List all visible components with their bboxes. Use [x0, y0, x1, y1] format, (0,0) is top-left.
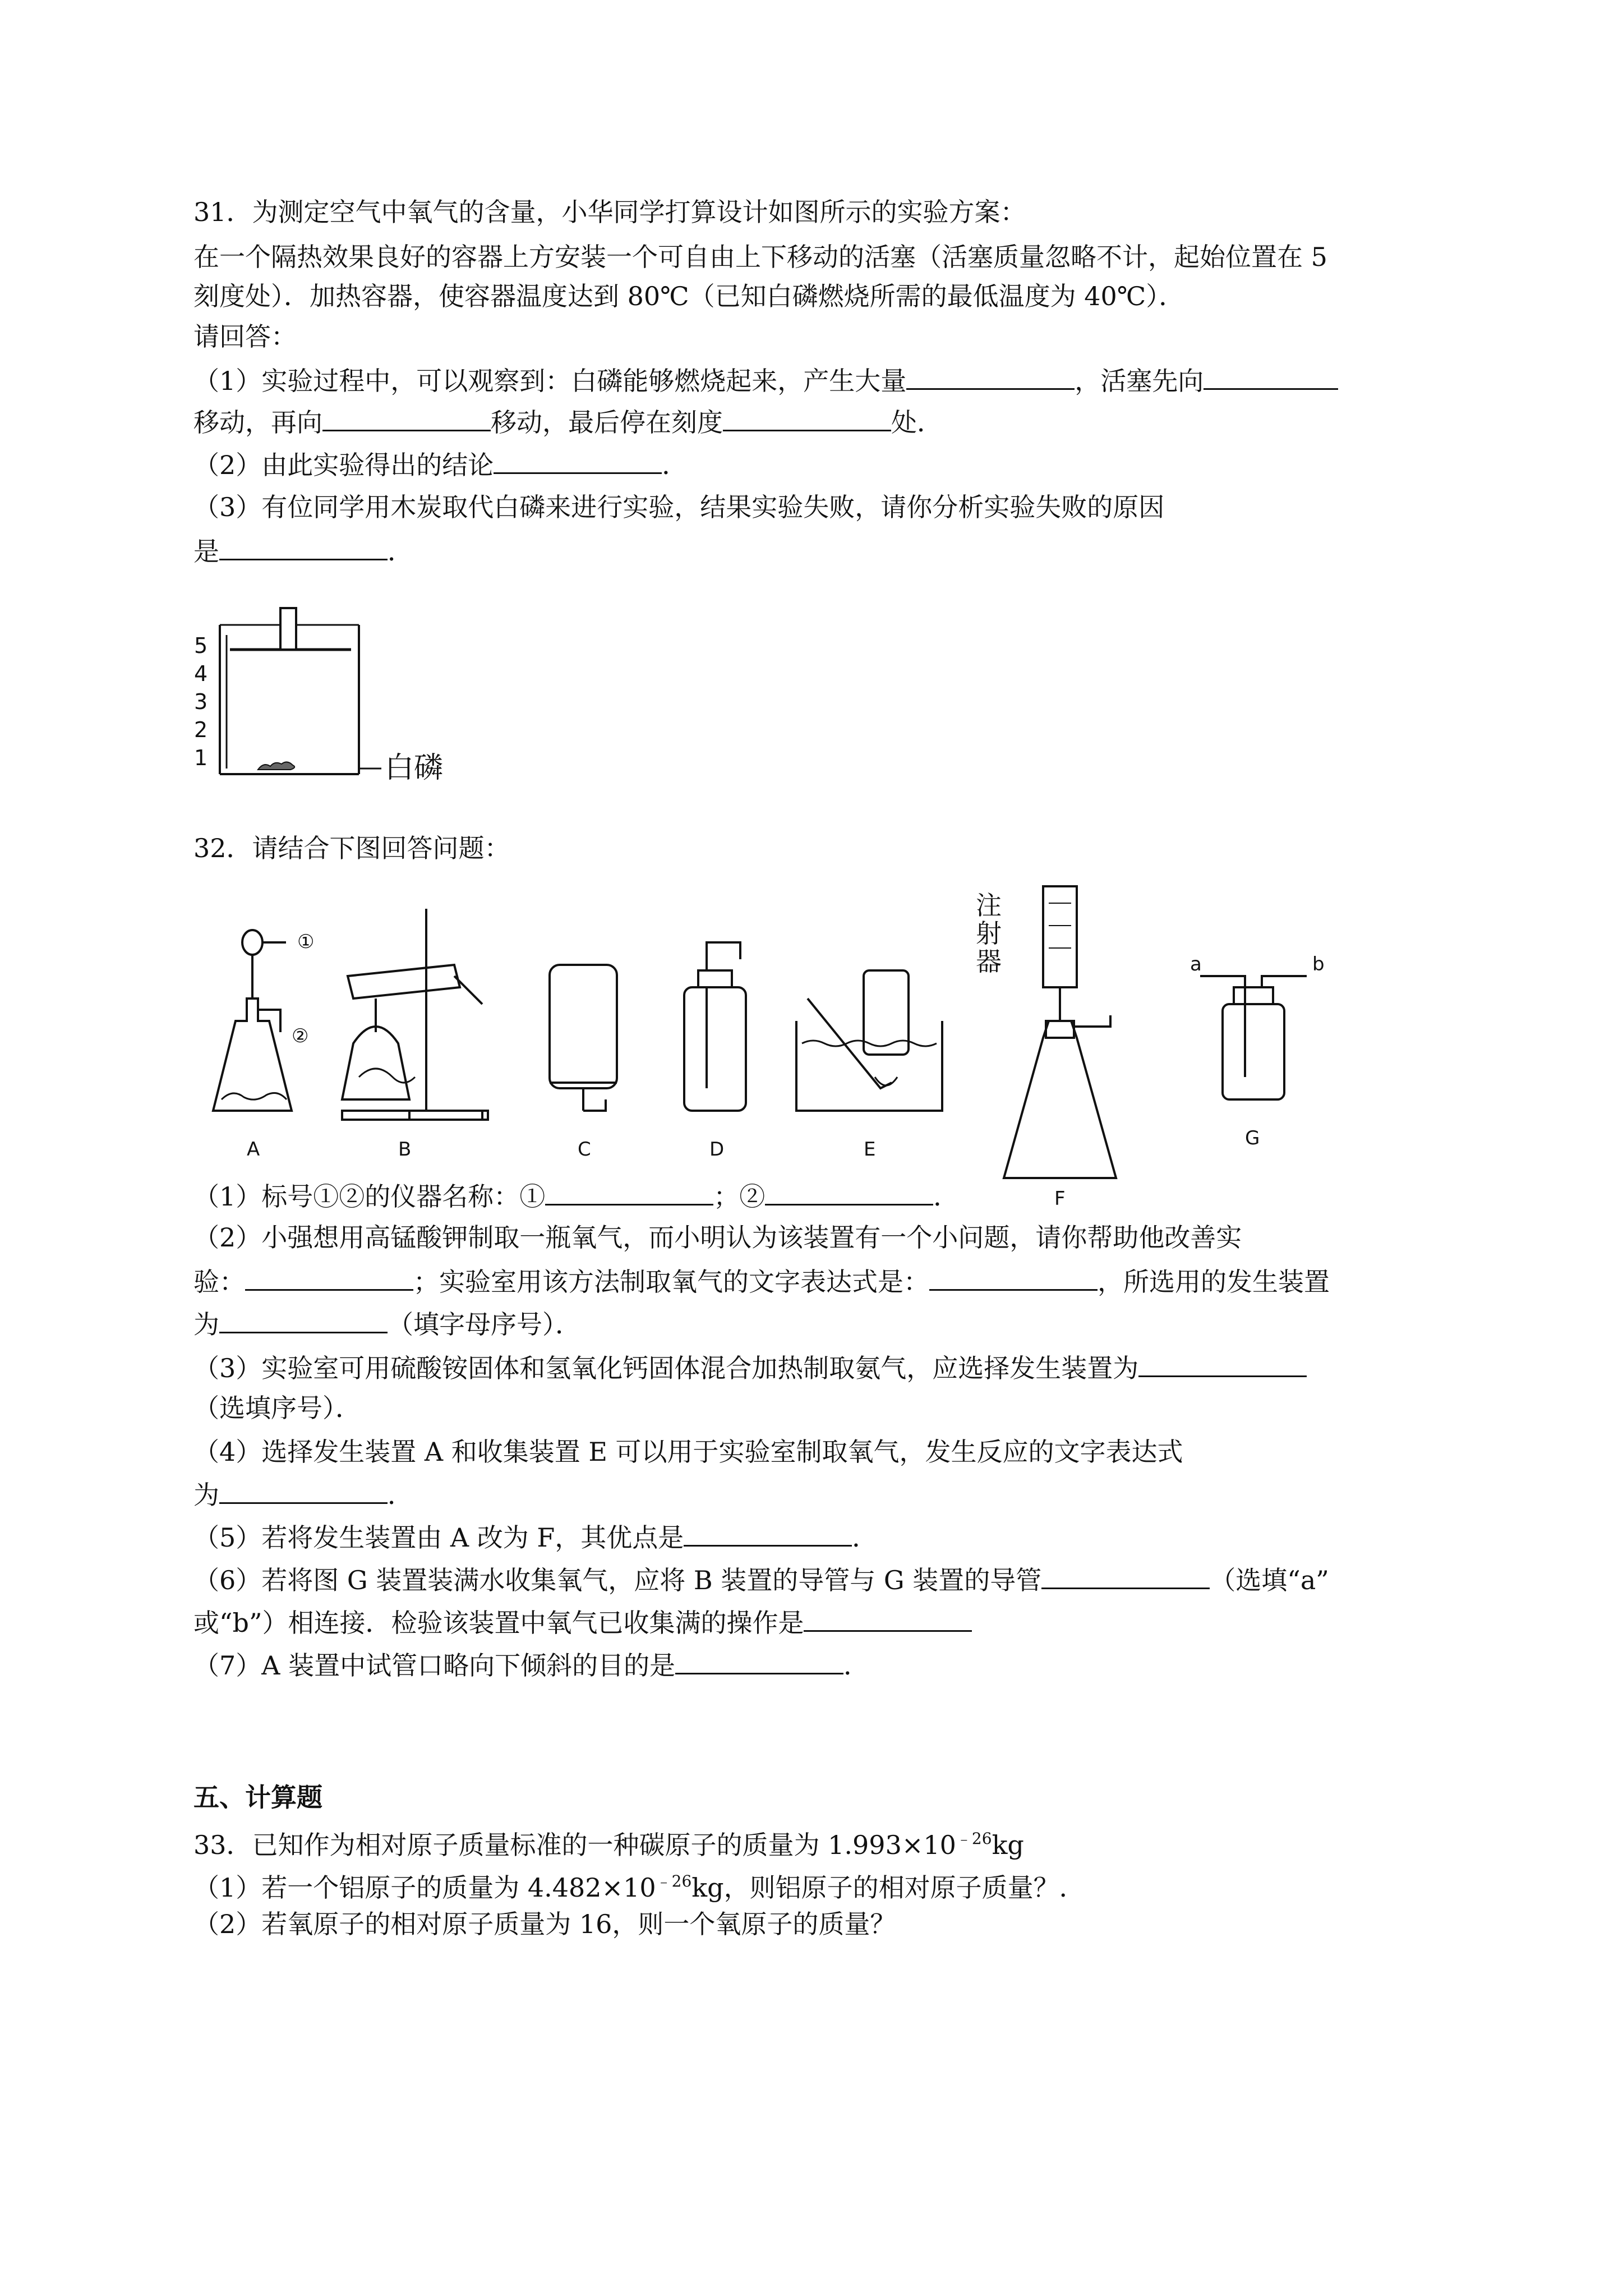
answer-blank[interactable] — [765, 1179, 933, 1205]
q33-text-a: 33．已知作为相对原子质量标准的一种碳原子的质量为 1.993×10 — [193, 1830, 956, 1860]
answer-blank[interactable] — [804, 1605, 972, 1632]
q31-intro-1: 在一个隔热效果良好的容器上方安装一个可自由上下移动的活塞（活塞质量忽略不计，起始位置在 5 — [193, 242, 1327, 272]
q32-part2-text-e: 为 — [193, 1309, 219, 1340]
q31-part2-text-a: （2）由此实验得出的结论 — [193, 450, 494, 480]
q32-part4-text-b: 为 — [193, 1480, 219, 1510]
q31-part3-line1: （3）有位同学用木炭取代白磷来进行实验，结果实验失败，请你分析实验失败的原因 — [193, 492, 1165, 522]
q32-part5-text-b: ． — [852, 1522, 878, 1553]
q31-part1-text-c: 移动，再向 — [193, 407, 322, 438]
q33-part2: （2）若氧原子的相对原子质量为 16，则一个氧原子的质量？ — [193, 1909, 896, 1939]
answer-blank[interactable] — [322, 405, 491, 431]
q32-part2-line1: （2）小强想用高锰酸钾制取一瓶氧气，而小明认为该装置有一个小问题，请你帮助他改善实 — [193, 1222, 1242, 1253]
scale-label-1: 1 — [194, 746, 208, 770]
q31-part3-text-c: ． — [388, 536, 413, 567]
q33-part1 — [193, 1866, 1085, 1903]
q31-part2-text-b: ． — [662, 450, 688, 480]
q32-part6-text-a: （6）若将图 G 装置装满水收集氧气，应将 B 装置的导管与 G 装置的导管 — [193, 1565, 1042, 1595]
piston-rod — [280, 608, 296, 650]
apparatus-label-b: B — [398, 1138, 412, 1161]
q31-part1-text-d: 移动，最后停在刻度 — [491, 407, 723, 438]
syringe-label-1: 注 — [976, 890, 1002, 921]
port-label-a: a — [1190, 953, 1202, 976]
q31-part1-text-a: （1）实验过程中，可以观察到：白磷能够燃烧起来，产生大量 — [193, 366, 907, 396]
apparatus-b — [342, 909, 488, 1120]
apparatus-label-a: A — [247, 1138, 260, 1161]
q32-part7-text-a: （7）A 装置中试管口略向下倾斜的目的是 — [193, 1650, 676, 1681]
section-heading: 五、计算题 — [193, 1782, 322, 1812]
q32-part2-text-c: ；实验室用该方法制取氧气的文字表达式是： — [413, 1267, 929, 1297]
q32-part6-line1 — [193, 1563, 1329, 1596]
q33-exponent: ﹣26 — [956, 1829, 992, 1848]
q32-part1-text-c: ． — [933, 1181, 960, 1212]
q33-text-b: kg — [992, 1830, 1024, 1860]
white-phosphorus-sample — [258, 762, 294, 770]
q32-part6-line2 — [193, 1605, 972, 1639]
q32-part4-text-c: ． — [388, 1480, 413, 1510]
apparatus-a — [213, 930, 292, 1111]
q32-part2-line3 — [193, 1307, 581, 1340]
white-phosphorus-label: 白磷 — [385, 751, 444, 785]
q32-part3-text-a: （3）实验室可用硫酸铵固体和氢氧化钙固体混合加热制取氨气，应选择发生装置为 — [193, 1353, 1139, 1383]
q31-part1-text-e: 处． — [891, 407, 943, 438]
answer-blank[interactable] — [675, 1648, 843, 1674]
apparatus-label-d: D — [709, 1138, 725, 1161]
scale-label-4: 4 — [194, 661, 208, 686]
apparatus-label-f: F — [1054, 1188, 1066, 1210]
q32-part5 — [193, 1520, 878, 1553]
q32-part4-line1: （4）选择发生装置 A 和收集装置 E 可以用于实验室制取氧气，发生反应的文字表达式 — [193, 1437, 1183, 1467]
q32-part5-text-a: （5）若将发生装置由 A 改为 F，其优点是 — [193, 1522, 684, 1553]
apparatus-d — [684, 942, 746, 1111]
q32-part2-line2 — [193, 1264, 1330, 1297]
apparatus-label-e: E — [864, 1138, 876, 1161]
q32-part6-text-b: （选填“a” — [1210, 1565, 1329, 1595]
instrument-label-2: ② — [292, 1025, 309, 1047]
answer-blank[interactable] — [1041, 1563, 1210, 1589]
q31-part1-line1 — [193, 364, 1338, 397]
q32-part6-text-c: 或“b”）相连接．检验该装置中氧气已收集满的操作是 — [193, 1608, 804, 1638]
q32-part4-line2 — [193, 1478, 413, 1511]
answer-blank[interactable] — [219, 1307, 388, 1333]
apparatus-e — [796, 970, 942, 1111]
q32-part2-text-d: ，所选用的发生装置 — [1098, 1267, 1330, 1297]
syringe-label-2: 射 — [976, 918, 1002, 949]
scale-label-5: 5 — [194, 633, 208, 658]
q32-part3-line2: （选填序号）． — [193, 1393, 361, 1423]
q31-part3-text-b: 是 — [193, 536, 219, 567]
answer-blank[interactable] — [1204, 364, 1338, 390]
q33-part1-text-b: kg，则铝原子的相对原子质量？． — [691, 1872, 1085, 1903]
q31-part1-line2 — [193, 405, 943, 438]
apparatus-figure — [191, 864, 1424, 1212]
q33-title — [193, 1823, 1024, 1861]
q31-title: 31．为测定空气中氧气的含量，小华同学打算设计如图所示的实验方案： — [193, 197, 1026, 227]
q32-part7 — [193, 1648, 869, 1681]
q31-prompt: 请回答： — [193, 321, 297, 352]
q31-intro-2: 刻度处）．加热容器，使容器温度达到 80℃（已知白磷燃烧所需的最低温度为 40℃）． — [193, 281, 1185, 311]
answer-blank[interactable] — [723, 405, 891, 431]
port-label-b: b — [1312, 953, 1325, 976]
q32-part7-text-b: ． — [843, 1650, 870, 1681]
q31-part1-text-b: ，活塞先向 — [1075, 366, 1204, 396]
apparatus-c — [550, 965, 617, 1111]
answer-blank[interactable] — [684, 1520, 852, 1547]
q31-part2 — [193, 448, 688, 481]
syringe-label-3: 器 — [976, 946, 1002, 977]
answer-blank[interactable] — [494, 448, 662, 474]
q31-part3-line2 — [193, 534, 413, 567]
apparatus-f — [1004, 886, 1116, 1178]
q32-part2-text-b: 验： — [193, 1267, 245, 1297]
answer-blank[interactable] — [219, 534, 388, 560]
apparatus-label-c: C — [578, 1138, 591, 1161]
answer-blank[interactable] — [906, 364, 1075, 390]
apparatus-g — [1200, 976, 1307, 1099]
q32-part2-text-f: （填字母序号）． — [388, 1309, 581, 1340]
answer-blank[interactable] — [545, 1179, 713, 1205]
q32-part3-line1 — [193, 1351, 1307, 1384]
q32-part1-text-a: （1）标号①②的仪器名称：① — [193, 1181, 546, 1212]
q32-title: 32．请结合下图回答问题： — [193, 833, 510, 863]
q33-part1-text-a: （1）若一个铝原子的质量为 4.482×10 — [193, 1872, 656, 1903]
piston-container-figure — [191, 606, 449, 785]
scale-label-3: 3 — [194, 689, 208, 714]
scale-label-2: 2 — [194, 717, 208, 742]
apparatus-label-g: G — [1245, 1127, 1260, 1149]
answer-blank[interactable] — [929, 1264, 1098, 1291]
q32-part1-text-b: ；② — [713, 1181, 766, 1212]
q33-part1-exponent: ﹣26 — [656, 1872, 692, 1890]
answer-blank[interactable] — [1138, 1351, 1307, 1377]
answer-blank[interactable] — [219, 1478, 388, 1504]
answer-blank[interactable] — [245, 1264, 413, 1291]
q32-part1 — [193, 1179, 959, 1212]
instrument-label-1: ① — [297, 931, 315, 953]
